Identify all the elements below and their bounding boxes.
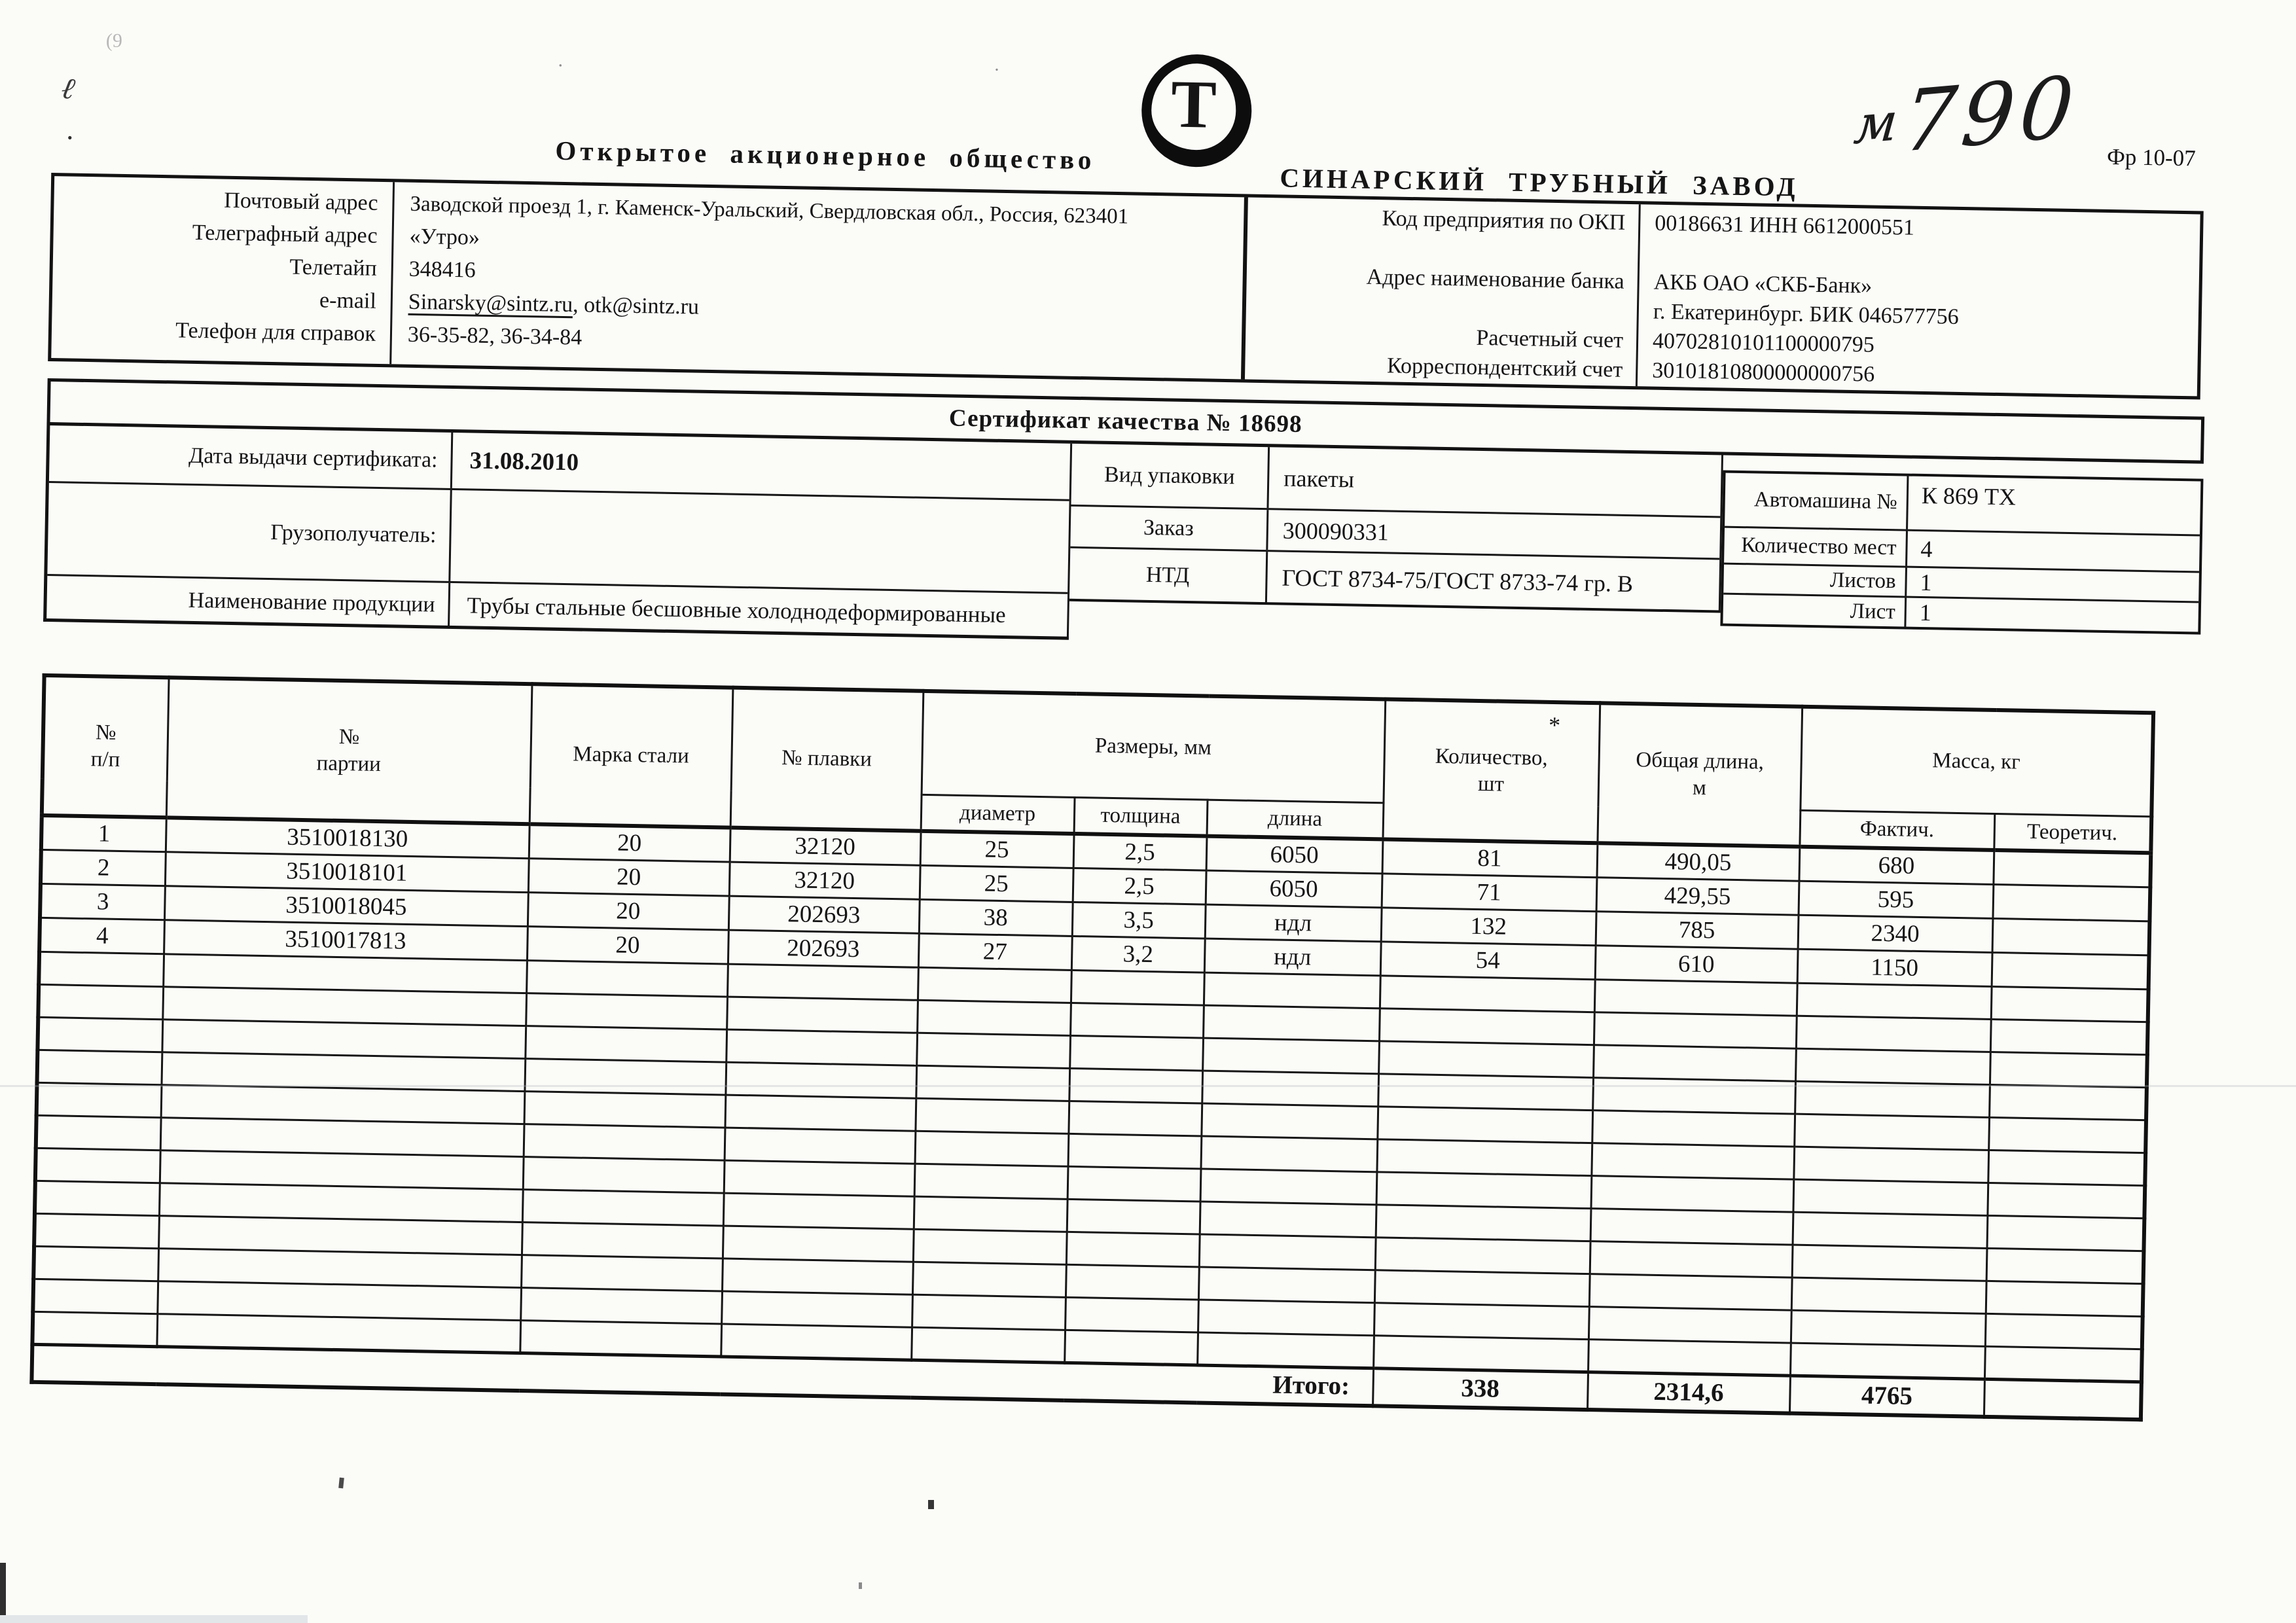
empty-cell [32,1311,157,1346]
empty-cell [522,1189,724,1225]
company-logo-icon [1141,54,1253,168]
empty-cell [1200,1201,1376,1237]
cell-thickness: 3,2 [1071,936,1205,972]
empty-cell [1984,1346,2142,1382]
header-length: длина [1207,800,1384,840]
empty-cell [1066,1232,1200,1267]
empty-cell [1594,1012,1797,1048]
scan-squiggle-mark: ℓ [58,71,78,106]
empty-cell [722,1258,913,1294]
empty-cell [39,952,164,986]
empty-cell [1593,1044,1796,1080]
empty-cell [1204,972,1380,1008]
header-qty-text: Количество, шт [1435,744,1548,796]
sheet-value: 1 [1919,599,1932,626]
empty-cell [1594,979,1797,1015]
empty-cell [1796,1016,1991,1052]
product-value: Трубы стальные бесшовные холоднодеформированные [467,592,1007,628]
total-label: Итого: [31,1344,1373,1406]
empty-cell [911,1327,1065,1363]
cell-mass-theoretical [1993,850,2151,887]
empty-cell [726,997,918,1033]
settlement-account-value: 40702810101100000795 [1652,329,1875,357]
certificate-right-grid [1720,471,2203,635]
empty-cell [1988,1150,2145,1185]
sheets-label: Листов [1723,565,1907,596]
empty-cell [522,1222,723,1258]
header-mass-actual: Фактич. [1799,810,1994,850]
empty-cell [912,1294,1066,1330]
empty-cell [1069,1035,1203,1071]
phones-value: 36-35-82, 36-34-84 [407,322,583,350]
empty-cell [916,1065,1069,1101]
empty-cell [1374,1302,1589,1339]
empty-cell [33,1246,158,1281]
empty-cell [1989,1084,2147,1120]
cell-qty: 81 [1382,839,1598,877]
cell-batch: 3510018101 [165,851,529,892]
empty-cell [1589,1274,1792,1310]
cell-length: ндл [1204,938,1381,976]
logo-letter: Т [1170,66,1217,143]
total-qty: 338 [1372,1368,1588,1410]
truck-row [1725,473,2200,537]
empty-cell [1795,1048,1990,1084]
cell-total-length: 610 [1595,945,1798,982]
empty-cell [521,1255,723,1291]
empty-cell [916,1033,1070,1068]
empty-cell [913,1229,1067,1264]
header-mass-group: Масса, кг [1800,707,2153,817]
settlement-label: Расчетный счет [1476,325,1624,353]
empty-cell [1066,1264,1199,1300]
places-label: Количество мест [1724,528,1908,566]
empty-cell [912,1262,1066,1297]
empty-cell [726,1029,917,1065]
bank-labels-column [1245,198,1641,387]
packing-row [1071,444,1721,518]
ntd-value: ГОСТ 8734-75/ГОСТ 8733-74 гр. В [1282,564,1634,597]
ntd-label: НТД [1069,548,1268,603]
empty-cell [1068,1101,1202,1136]
cell-steel: 20 [528,858,730,895]
cell-num: 4 [39,918,164,954]
table-empty-rows [32,952,2148,1382]
empty-cell [33,1279,158,1313]
truck-value: К 869 ТХ [1921,482,2017,510]
total-length: 2314,6 [1587,1372,1790,1413]
empty-cell [1067,1166,1201,1202]
empty-cell [725,1062,916,1098]
empty-cell [1375,1237,1590,1274]
cell-mass-theoretical [1992,918,2150,955]
empty-cell [1793,1147,1988,1183]
okp-label: Код предприятия по ОКП [1382,206,1626,235]
order-label: Заказ [1070,507,1268,550]
empty-cell [1790,1343,1985,1379]
cell-mass-theoretical [1992,952,2149,989]
empty-cell [1198,1266,1375,1302]
cell-steel: 20 [528,892,729,929]
cell-thickness: 3,5 [1072,902,1206,938]
empty-cell [721,1324,912,1360]
cell-diameter: 25 [920,865,1073,902]
empty-cell [1987,1215,2145,1251]
empty-cell [525,1026,726,1061]
empty-cell [523,1156,725,1192]
empty-cell [1588,1339,1791,1375]
scan-faint-mark: (9 [105,29,123,52]
total-mass-actual: 4765 [1789,1376,1984,1417]
empty-cell [725,1095,916,1131]
cell-batch: 3510017813 [164,919,528,960]
empty-cell [1065,1297,1198,1332]
issue-date-label: Дата выдачи сертификата: [49,425,453,488]
empty-cell [37,1050,162,1084]
certificate-left-grid [43,425,1072,640]
cell-steel: 20 [529,824,730,861]
contact-labels-column [51,176,395,364]
empty-cell [37,1017,162,1052]
empty-cell [526,960,728,996]
bank-name-label: Адрес наименование банка [1366,264,1625,294]
cell-diameter: 27 [918,933,1072,970]
sheet-label: Лист [1723,595,1907,627]
empty-cell [1070,1003,1204,1038]
postal-address-value: Заводской проезд 1, г. Каменск-Уральский, Свердловская обл., Россия, 623401 [410,192,1129,229]
scan-speck-mark: · [994,60,1000,80]
header-num: № п/п [42,675,169,817]
cell-num: 3 [40,883,165,919]
certificate-title: Сертификат качества № 18698 [948,404,1302,438]
scan-speck-mark: · [557,54,564,77]
cell-batch: 3510018130 [166,817,529,858]
empty-cell [37,1082,162,1117]
handwritten-note [1850,58,2083,176]
qty-footnote-star: * [1548,711,1561,739]
cell-qty: 71 [1382,873,1597,911]
empty-cell [1793,1212,1988,1248]
empty-cell [524,1058,726,1094]
contact-label-postal: Почтовый адрес [224,188,378,215]
empty-cell [1202,1071,1378,1107]
empty-cell [1377,1106,1592,1143]
cell-mass-actual: 2340 [1798,915,1993,952]
contact-label-phone: Телефон для справок [175,318,376,346]
cell-steel: 20 [527,926,728,963]
empty-cell [1990,1019,2148,1054]
empty-cell [1991,986,2149,1022]
contact-label-email: e-mail [319,288,377,313]
form-code: Фр 10-07 [2106,143,2197,171]
company-name: СИНАРСКИЙ ТРУБНЫЙ ЗАВОД [1280,162,1799,202]
certificate-mid-grid [1069,444,1723,613]
products-table [29,673,2155,1421]
cell-length: 6050 [1206,870,1382,908]
empty-cell [914,1196,1067,1232]
packing-label: Вид упаковки [1071,444,1270,508]
cell-mass-actual: 680 [1799,847,1994,884]
empty-cell [520,1320,721,1356]
handwritten-number: 790 [1899,58,2083,172]
empty-cell [1203,1005,1380,1041]
empty-cell [1376,1139,1592,1175]
cell-num: 1 [41,815,166,851]
empty-cell [1199,1234,1376,1270]
empty-cell [723,1193,914,1229]
header-diameter: диаметр [921,794,1075,834]
empty-cell [1378,1041,1594,1077]
empty-cell [1200,1169,1377,1205]
empty-cell [1986,1248,2144,1283]
empty-cell [38,984,163,1019]
bank-values-column [1638,204,2200,396]
empty-cell [1591,1143,1794,1179]
header-qty [1382,699,1600,843]
empty-cell [1985,1313,2143,1349]
company-type-line: Открытое акционерное общество [555,135,1096,175]
header-sizes-group: Размеры, мм [922,691,1386,803]
cell-diameter: 38 [919,899,1073,936]
empty-cell [1376,1204,1591,1241]
email-link: Sinarsky@sintz.ru [408,289,573,317]
cell-thickness: 2,5 [1073,868,1206,904]
empty-cell [1380,975,1595,1012]
empty-cell [35,1181,160,1215]
empty-cell [524,1091,726,1127]
contact-label-teletype: Телетайп [289,255,378,281]
bank-name-value: АКБ ОАО «СКБ-Банк» [1653,270,1873,298]
packing-value: пакеты [1283,465,1355,493]
empty-cell [1591,1175,1794,1211]
empty-cell [1988,1117,2146,1152]
scan-dot-mark: . [66,113,74,146]
empty-cell [524,1124,725,1160]
cell-diameter: 25 [920,831,1074,868]
empty-cell [1588,1306,1791,1342]
empty-cell [1376,1171,1592,1208]
handwritten-prefix: м [1851,90,1903,156]
okp-value: 00186631 ИНН 6612000551 [1654,211,1915,240]
consignee-row [47,483,1069,594]
cell-batch: 3510018045 [164,885,528,926]
header-thickness: толщина [1074,797,1208,836]
empty-cell [915,1098,1069,1133]
empty-cell [1987,1183,2145,1218]
empty-cell [1794,1114,1989,1150]
empty-cell [1071,970,1204,1005]
empty-cell [1068,1133,1202,1169]
empty-cell [1793,1179,1988,1215]
cell-total-length: 490,05 [1597,843,1800,880]
cell-qty: 132 [1381,907,1596,945]
cell-mass-actual: 1150 [1797,949,1992,986]
correspondent-account-value: 30101810800000000756 [1651,358,1875,387]
empty-cell [918,967,1071,1003]
empty-cell [34,1213,159,1248]
empty-cell [36,1115,161,1150]
scanner-edge-strip [0,1615,308,1623]
empty-cell [1590,1208,1793,1244]
teletype-value: 348416 [408,257,476,283]
empty-cell [727,964,918,1000]
consignee-value [450,490,1069,592]
header-melt: № плавки [730,688,924,831]
empty-cell [1986,1281,2144,1316]
empty-cell [917,1000,1071,1035]
empty-cell [1067,1199,1200,1234]
empty-cell [1592,1110,1795,1146]
header-info-box [48,173,2204,400]
header-steel-grade: Марка стали [529,684,733,827]
cell-length: ндл [1205,904,1382,942]
contact-values-column [391,182,1248,379]
empty-cell [1200,1136,1377,1172]
empty-cell [1374,1270,1590,1306]
scan-speck [928,1500,934,1509]
email-secondary: , otk@sintz.ru [572,293,700,319]
cell-mass-actual: 595 [1799,881,1994,918]
cell-num: 2 [41,849,166,885]
empty-cell [724,1160,915,1196]
empty-cell [1791,1310,1986,1346]
cell-qty: 54 [1380,941,1596,979]
header-batch: № партии [166,677,532,824]
empty-cell [35,1148,160,1183]
empty-cell [1373,1335,1588,1372]
empty-cell [725,1128,916,1164]
cell-thickness: 2,5 [1073,834,1207,870]
places-value: 4 [1920,535,1933,562]
empty-cell [1379,1008,1594,1044]
empty-cell [1590,1241,1793,1277]
telegraph-address-value: «Утро» [409,224,480,250]
scanner-edge-streak [0,1563,6,1623]
empty-cell [1792,1245,1987,1281]
empty-cell [1378,1073,1593,1110]
empty-cell [526,993,727,1029]
empty-cell [1202,1038,1379,1074]
contact-label-telegraph: Телеграфный адрес [192,220,378,248]
truck-label: Автомашина № [1725,473,1909,529]
bank-city-bik-value: г. Екатеринбург. БИК 046577756 [1653,299,1959,329]
empty-cell [1592,1077,1795,1113]
empty-cell [914,1164,1068,1199]
empty-cell [1064,1330,1198,1365]
empty-cell [1797,983,1992,1019]
product-label: Наименование продукции [46,576,450,627]
order-value: 300090331 [1282,517,1390,545]
consignee-label: Грузополучатель: [47,483,452,581]
scan-speck [859,1582,862,1589]
empty-cell [915,1131,1069,1166]
empty-cell [1197,1332,1374,1368]
empty-cell [1198,1299,1374,1335]
empty-cell [1201,1103,1378,1139]
empty-cell [520,1287,722,1323]
ntd-row [1069,548,1719,611]
cell-melt: 32120 [730,828,921,865]
cell-total-length: 429,55 [1596,877,1799,914]
cell-melt: 32120 [729,862,920,899]
issue-date-value: 31.08.2010 [469,447,579,476]
cell-total-length: 785 [1596,911,1799,948]
cell-length: 6050 [1206,836,1383,874]
header-total-length: Общая длина, м [1597,703,1802,846]
correspondent-label: Корреспондентский счет [1386,353,1623,382]
header-mass-theoretical: Теоретич. [1994,813,2151,853]
cell-mass-theoretical [1992,884,2150,921]
cell-melt: 202693 [728,896,920,933]
paper-fold-crease [0,1085,2296,1087]
cell-melt: 202693 [728,930,919,967]
sheets-value: 1 [1920,569,1932,596]
total-mass-theoretical [1984,1379,2142,1419]
empty-cell [1791,1277,1986,1313]
empty-cell [723,1226,914,1262]
empty-cell [721,1291,912,1327]
empty-cell [1990,1052,2147,1087]
